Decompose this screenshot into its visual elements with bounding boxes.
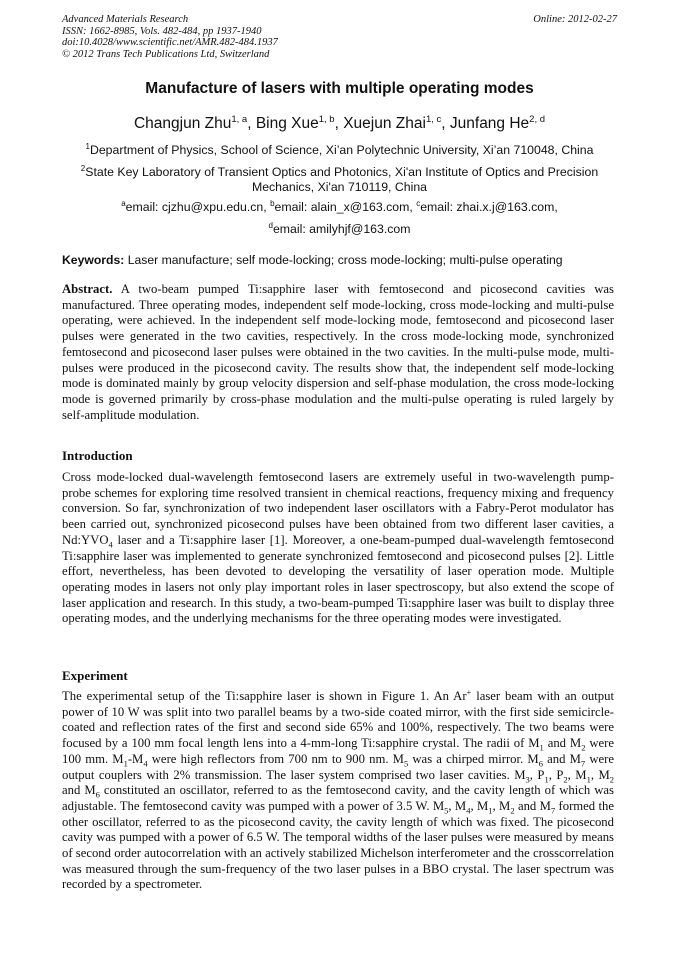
experiment-text: , M — [470, 798, 489, 813]
author-affiliation-marker: 1, b — [318, 114, 335, 125]
experiment-text: , M — [590, 767, 610, 782]
email-address[interactable]: email: cjzhu@xpu.edu.cn, — [125, 200, 271, 215]
author-name: Xuejun Zhai — [343, 115, 426, 133]
subscript: 1 — [586, 774, 591, 785]
experiment-text: were output couplers with 2% transmission. The laser system comprised two laser cavities. M — [62, 751, 614, 782]
author-name: Bing Xue — [255, 115, 319, 133]
abstract-text: A two-beam pumped Ti:sapphire laser with femtosecond and picosecond cavities was manufactured. Three operating modes, independent self mode-locking, cross mode-locking and multi-pulse operating, were achieved. In the independent self mode-locking mode, femtosecond and picosecond laser pulses were generated in the two cavities, respectively. In the cross mode-locking mode, synchronized femtosecond and picosecond laser pulses were obtained in the two cavities. In the multi-pulse mode, multi-pulses were produced in the picosecond cavity. The results show that, the independent self mode-locking mode is dominated mainly by group velocity dispersion and self-phase modulation, the cross mode-locking mode is governed primarily by cross-phase modulation and the multi-pulse operating is ruled largely by self-amplitude modulation. — [62, 282, 614, 422]
affiliation-text: Department of Physics, School of Science, Xi’an Polytechnic University, Xi’an 710048, China — [89, 143, 594, 158]
subscript: 2 — [609, 774, 615, 785]
author-name: Changjun Zhu — [133, 115, 232, 133]
email-line-2 — [62, 218, 617, 237]
experiment-text: was a chirped mirror. M — [408, 751, 539, 766]
experiment-text: , P — [529, 767, 545, 782]
experiment-text: and M — [542, 751, 581, 766]
email-marker: a — [121, 199, 126, 208]
email-address[interactable]: email: zhai.x.j@163.com, — [420, 200, 558, 215]
keywords-text: Laser manufacture; self mode-locking; cross mode-locking; multi-pulse operating — [124, 253, 563, 267]
experiment-paragraph — [62, 686, 615, 893]
subscript: 5 — [444, 805, 449, 816]
abstract-paragraph — [62, 282, 614, 423]
subscript: 1 — [544, 774, 549, 785]
subscript: 6 — [538, 758, 543, 769]
introduction-paragraph — [62, 470, 614, 627]
journal-header — [62, 14, 617, 60]
email-marker: b — [270, 199, 275, 208]
subscript: 4 — [466, 805, 471, 816]
affiliation-text: State Key Laboratory of Transient Optics and Photonics, Xi'an Institute of Optics and Precision Mechanics, Xi'an 710119, China — [85, 165, 599, 195]
issn-line: ISSN: 1662-8985, Vols. 482-484, pp 1937-1940 — [62, 25, 262, 37]
experiment-text: were high reflectors from 700 nm to 900 nm. M — [147, 751, 404, 766]
experiment-text: were 100 mm. M — [62, 736, 614, 766]
introduction-heading: Introduction — [62, 448, 133, 463]
author-affiliation-marker: 2, d — [529, 114, 546, 125]
experiment-text: , M — [567, 767, 587, 782]
subscript: 1 — [539, 742, 544, 753]
email-address[interactable]: email: alain_x@163.com, — [274, 200, 417, 215]
copyright-line: © 2012 Trans Tech Publications Ltd, Switzerland — [62, 48, 270, 60]
author-affiliation-marker: 1, a — [231, 114, 248, 125]
email-line-1 — [62, 196, 617, 215]
keywords-label: Keywords: — [62, 253, 125, 267]
keywords — [62, 253, 622, 267]
experiment-text: , M — [492, 798, 511, 813]
email-address[interactable]: email: amilyhjf@163.com — [272, 222, 411, 237]
experiment-text: constituted an oscillator, referred to as the femtosecond cavity, and the cavity length of which was adjustable. The femtosecond cavity was pumped with a power of 3.5 W. M — [62, 783, 614, 813]
journal-name: Advanced Materials Research — [62, 14, 189, 25]
author-name: Junfang He — [449, 115, 530, 133]
experiment-text: , P — [548, 767, 564, 782]
introduction-text: laser and a Ti:sapphire laser [1]. Moreover, a one-beam-pumped dual-wavelength femtosecond Ti:sapphire laser was implemented to generate synchronized femtosecond and picosecond pulses [2]. Little effort, nevertheless, has been devoted to developing the versatility of laser operation mode. Multiple operating modes in lasers not only play important roles in laser spectroscopy, but also extend the scope of laser application and research. In this study, a two-beam-pumped Ti:sapphire laser was built to display three operating modes, and the underlying mechanisms for the three operating modes were investigated. — [62, 532, 614, 626]
subscript: 1 — [488, 805, 493, 816]
subscript: 4 — [143, 758, 148, 769]
experiment-text: and M — [543, 736, 582, 751]
subscript: 2 — [581, 742, 586, 753]
affiliation-marker: 1 — [85, 142, 90, 151]
affiliation-marker: 2 — [80, 164, 86, 173]
online-date: Online: 2012-02-27 — [533, 14, 617, 25]
experiment-text: and M — [62, 783, 96, 798]
author-affiliation-marker: 1, c — [425, 114, 442, 125]
experiment-text: laser beam with an output power of 10 W was split into two parallel beams by a two-side coated mirror, with the first side semicircle-coated and reflection rates of the first and second side 65% and 100%, respectively. The two beams were focused by a 100 mm focal length lens into a 4-mm-long Ti:sapphire crystal. The radii of M — [62, 689, 614, 751]
subscript: 2 — [510, 805, 515, 816]
subscript: 7 — [550, 805, 556, 816]
experiment-text: -M — [127, 751, 144, 766]
experiment-text: , M — [448, 798, 467, 813]
doi-line[interactable]: doi:10.4028/www.scientific.net/AMR.482-484.1937 — [62, 37, 278, 48]
email-marker: d — [268, 221, 273, 230]
experiment-text: The experimental setup of the Ti:sapphire laser is shown in Figure 1. An Ar — [62, 689, 467, 703]
affiliation-1 — [62, 139, 617, 158]
subscript: 6 — [95, 789, 100, 800]
subscript: 1 — [123, 758, 128, 769]
paper-title: Manufacture of lasers with multiple operating modes — [145, 80, 534, 97]
affiliation-2 — [62, 161, 617, 195]
abstract-label: Abstract. — [62, 282, 113, 296]
subscript: 2 — [563, 774, 568, 785]
author-list: Changjun Zhu$^{1, a}$, Bing Xue$^{1, b}$, Xuejun Zhai$^{1, c}$, Junfang He$^{2, d}$ — [133, 114, 546, 133]
experiment-text: and M — [514, 798, 551, 813]
subscript: 5 — [403, 758, 409, 769]
subscript: 7 — [580, 758, 586, 769]
subscript: 4 — [108, 539, 113, 550]
experiment-text: formed the other oscillator, referred to as the picosecond cavity, the cavity length of which was fixed. The picosecond cavity was pumped with a power of 6.5 W. The temporal widths of the laser pulses were measured by means of second order autocorrelation with an actively stabilized Michelson interferometer and the crosscorrelation was measured through the sum-frequency of the two laser pulses in a BBO crystal. The laser spectrum was recorded by a spectrometer. — [62, 798, 615, 892]
email-marker: c — [416, 199, 421, 208]
experiment-heading: Experiment — [62, 668, 128, 683]
superscript: + — [466, 686, 472, 697]
subscript: 3 — [525, 774, 530, 785]
introduction-text: Cross mode-locked dual-wavelength femtosecond lasers are extremely useful in two-wavelength pump-probe schemes for exploring time resolved transient in chemical reactions, frequency mixing and frequency conversion. So far, synchronization of two independent laser oscillators with a Fabry-Perot modulator has been carried out, synchronized picosecond pulses have been obtained from two different laser cavities, a Nd:YVO — [62, 470, 614, 547]
